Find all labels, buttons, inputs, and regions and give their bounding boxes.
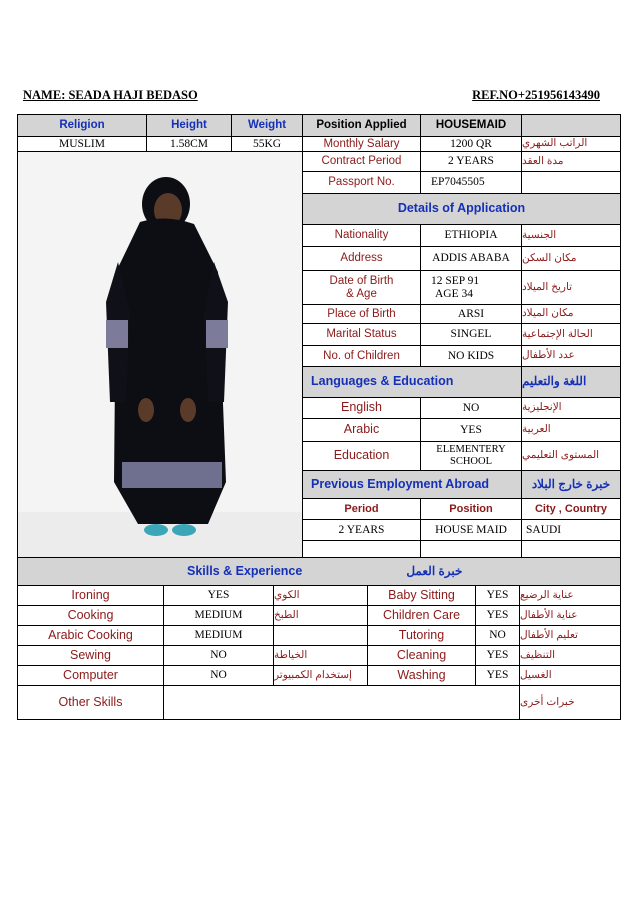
employment-period: 2 YEARS [303,520,421,541]
reference-number: REF.NO+251956143490 [472,88,600,102]
skill-right-value: NO [476,626,520,646]
weight-value: 55KG [232,137,303,152]
languages-section-title-arabic: اللغة والتعليم [522,367,621,398]
children-value: NO KIDS [421,346,522,367]
education-arabic: المستوى التعليمي [522,442,621,471]
skill-left-arabic: الكوي [274,586,368,606]
employment-position: HOUSE MAID [421,520,522,541]
english-arabic: الإنجليزية [522,398,621,419]
skill-right-arabic: عناية الرضيع [520,586,621,606]
skill-right-value: YES [476,606,520,626]
skills-section-title-arabic: خبرة العمل [406,563,463,578]
education-label: Education [303,442,421,471]
candidate-photo [18,152,303,558]
skill-right-arabic: تعليم الأطفال [520,626,621,646]
children-arabic: عدد الأطفال [522,346,621,367]
skill-right-label: Children Care [368,606,476,626]
height-value: 1.58CM [147,137,232,152]
other-skills-label: Other Skills [18,686,164,720]
nationality-value: ETHIOPIA [421,225,522,247]
candidate-name: NAME: SEADA HAJI BEDASO [23,88,198,102]
education-value-line1: ELEMENTERY [436,444,506,456]
english-value: NO [421,398,522,419]
skill-left-value: NO [164,666,274,686]
dob-label [303,271,421,305]
dob-arabic: تاريخ الميلاد [522,271,621,305]
nationality-label: Nationality [303,225,421,247]
skill-right-arabic: التنظيف [520,646,621,666]
arabic-arabic: العربية [522,419,621,442]
place-of-birth-label: Place of Birth [303,305,421,324]
skills-section-title-bar [18,558,621,586]
skill-left-arabic: إستخدام الكمبيوتر [274,666,368,686]
employment-blank-2 [421,541,522,558]
skill-right-label: Tutoring [368,626,476,646]
city-country-header: City , Country [522,499,621,520]
other-skills-value [164,686,520,720]
skill-left-value: NO [164,646,274,666]
application-form [17,114,621,720]
employment-blank-3 [522,541,621,558]
contract-period-label: Contract Period [303,152,421,172]
marital-status-value: SINGEL [421,324,522,346]
other-skills-arabic: خبرات أخرى [520,686,621,720]
skill-right-arabic: عناية الأطفال [520,606,621,626]
children-label: No. of Children [303,346,421,367]
passport-blank [522,172,621,194]
skill-left-arabic [274,626,368,646]
nationality-arabic: الجنسية [522,225,621,247]
employment-blank-1 [303,541,421,558]
religion-value: MUSLIM [18,137,147,152]
address-arabic: مكان السكن [522,247,621,271]
position-applied-blank [522,115,621,137]
dob-age: AGE 34 [435,287,474,300]
passport-label: Passport No. [303,172,421,194]
candidate-photo-figure [18,152,302,557]
religion-header: Religion [18,115,147,137]
arabic-label: Arabic [303,419,421,442]
skill-right-arabic: الغسيل [520,666,621,686]
passport-value: EP7045505 [421,172,522,194]
english-label: English [303,398,421,419]
skill-right-value: YES [476,646,520,666]
contract-period-value: 2 YEARS [421,152,522,172]
skill-left-label: Sewing [18,646,164,666]
employment-section-title-arabic: خبرة خارج البلاد [522,471,621,499]
position-applied-label: Position Applied [303,115,421,137]
height-header: Height [147,115,232,137]
employment-section-title: Previous Employment Abroad [303,471,522,499]
details-section-title: Details of Application [303,194,621,225]
arabic-value: YES [421,419,522,442]
skill-right-label: Cleaning [368,646,476,666]
dob-label-line2: & Age [346,287,377,300]
employment-country: SAUDI [522,520,621,541]
skill-left-label: Ironing [18,586,164,606]
weight-header: Weight [232,115,303,137]
monthly-salary-label: Monthly Salary [303,137,421,152]
marital-status-arabic: الحالة الإجتماعية [522,324,621,346]
skill-left-label: Computer [18,666,164,686]
contract-period-arabic: مدة العقد [522,152,621,172]
place-of-birth-arabic: مكان الميلاد [522,305,621,324]
address-value: ADDIS ABABA [421,247,522,271]
address-label: Address [303,247,421,271]
dob-value [421,271,522,305]
education-value-line2: SCHOOL [449,456,492,467]
skill-left-arabic: الطبخ [274,606,368,626]
skill-left-value: MEDIUM [164,626,274,646]
skill-left-label: Cooking [18,606,164,626]
education-value [421,442,522,471]
skills-section-title: Skills & Experience [187,563,303,578]
skill-right-value: YES [476,666,520,686]
dob-label-line1: Date of Birth [329,274,394,287]
skill-left-label: Arabic Cooking [18,626,164,646]
monthly-salary-arabic: الراتب الشهري [522,137,621,152]
position-applied-value: HOUSEMAID [421,115,522,137]
place-of-birth-value: ARSI [421,305,522,324]
languages-section-title: Languages & Education [303,367,522,398]
period-header: Period [303,499,421,520]
marital-status-label: Marital Status [303,324,421,346]
skill-right-label: Washing [368,666,476,686]
position-header: Position [421,499,522,520]
dob-date: 12 SEP 91 [431,274,480,287]
skill-left-value: YES [164,586,274,606]
skill-right-value: YES [476,586,520,606]
skill-left-arabic: الخياطة [274,646,368,666]
monthly-salary-value: 1200 QR [421,137,522,152]
skill-right-label: Baby Sitting [368,586,476,606]
skill-left-value: MEDIUM [164,606,274,626]
